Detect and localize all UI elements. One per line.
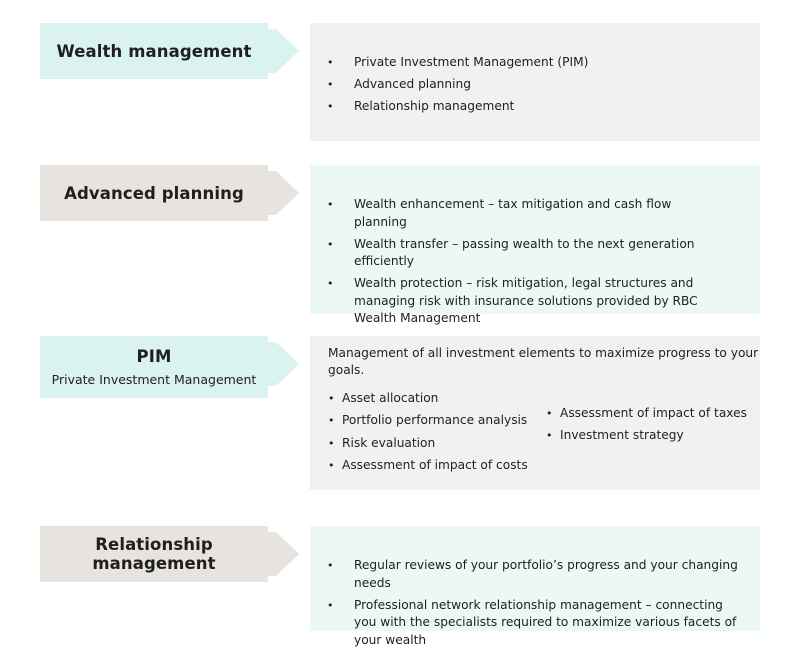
- pim-subtitle: Private Investment Management: [51, 372, 257, 387]
- wealth-management-label: [40, 23, 268, 79]
- wealth-management-arrow-icon: [268, 29, 299, 73]
- advanced-planning-title: Advanced planning: [64, 183, 244, 203]
- list-item: • Private Investment Management (PIM): [310, 54, 760, 72]
- list-item: • Advanced planning: [310, 76, 760, 94]
- wealth-management-title: Wealth management: [56, 41, 252, 61]
- list-item: • Asset allocation: [328, 390, 546, 408]
- relationship-management-label: [40, 526, 268, 582]
- list-item: • Regular reviews of your portfolio’s progress and your changing needs: [310, 557, 744, 592]
- pim-label: [40, 336, 268, 398]
- pim-arrow-icon: [268, 342, 299, 386]
- advanced-planning-label: [40, 165, 268, 221]
- relationship-management-panel: [310, 526, 760, 647]
- list-item: • Relationship management: [310, 98, 760, 116]
- list-item: • Risk evaluation: [328, 435, 546, 453]
- relationship-management-arrow-icon: [268, 532, 299, 576]
- advanced-planning-list: [310, 196, 760, 328]
- list-item: • Professional network relationship management – connecting you with the specialists required to maximize various facets of your wealth: [310, 597, 744, 650]
- list-item: • Wealth enhancement – tax mitigation and cash flow planning: [310, 196, 720, 231]
- pim-title: PIM: [136, 347, 172, 366]
- pim-panel: [310, 336, 760, 490]
- wealth-management-list: [310, 54, 760, 116]
- advanced-planning-panel: [310, 165, 760, 325]
- pim-intro: Management of all investment elements to maximize progress to your goals.: [328, 346, 759, 377]
- relationship-management-title: Relationship management: [92, 535, 216, 573]
- pim-left-list: [328, 390, 546, 479]
- relationship-management-list: [310, 557, 760, 649]
- list-item: • Wealth protection – risk mitigation, legal structures and managing risk with insurance solutions provided by RBC Wealth Management: [310, 275, 720, 328]
- list-item: • Investment strategy: [546, 427, 747, 445]
- list-item: • Wealth transfer – passing wealth to the next generation efficiently: [310, 236, 720, 271]
- list-item: • Assessment of impact of taxes: [546, 405, 747, 423]
- list-item: • Portfolio performance analysis: [328, 412, 546, 430]
- wealth-management-panel: [310, 23, 760, 141]
- list-item: • Assessment of impact of costs: [328, 457, 546, 475]
- pim-right-list: [546, 405, 747, 479]
- advanced-planning-arrow-icon: [268, 171, 299, 215]
